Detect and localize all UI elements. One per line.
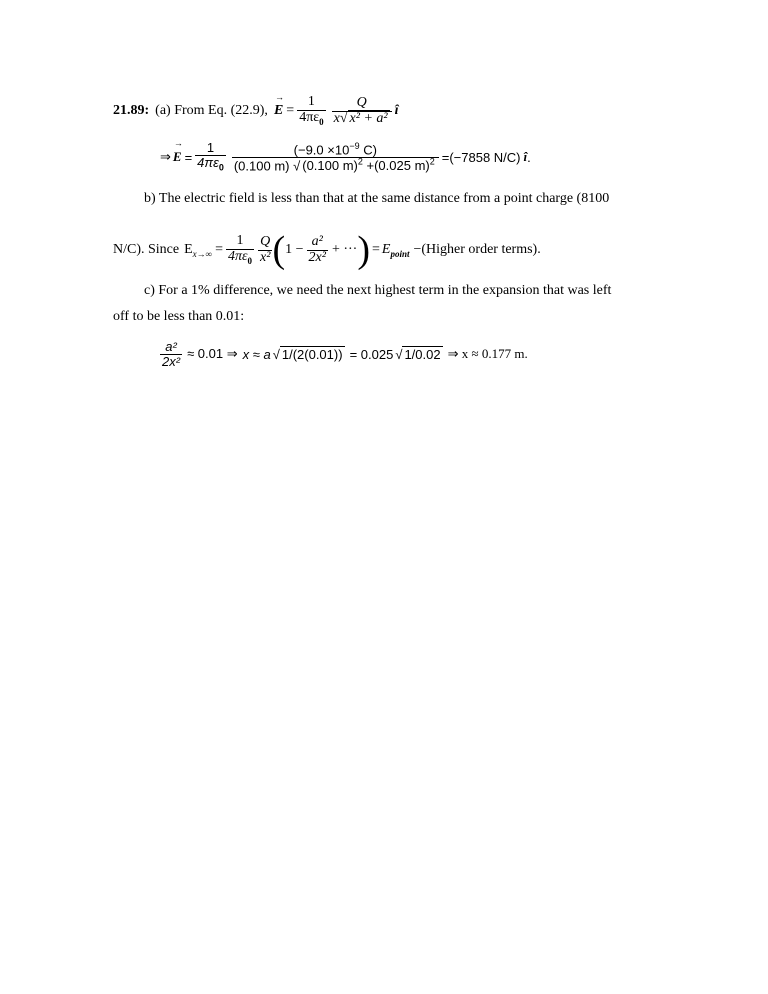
a-squared-exponent: 2: [429, 156, 435, 167]
a-squared: a²: [311, 233, 323, 249]
x-distance: (0.100 m): [233, 157, 290, 173]
coulomb-constant-fraction: [195, 141, 226, 173]
epsilon-subscript: 0: [247, 255, 253, 266]
four-pi-epsilon: 4πε: [299, 109, 320, 125]
part-c-equation: $\frac{\text{a²}}{\text{2x²}}$ ≈ 0.01 ⇒ x ≈ a √ 1/(2(0.01)) = 0.025 √ 1/0.02 ⇒ x ≈ 0.177 m.: [162, 338, 528, 369]
part-b-line-2: [113, 230, 541, 270]
fraction-numerator: 1: [307, 94, 315, 110]
fraction-denominator: [226, 249, 254, 266]
implies-arrow: ⇒: [160, 149, 171, 164]
coulomb-constant-fraction: [226, 234, 254, 266]
point-subscript: point: [390, 248, 410, 259]
step-two-line: [160, 140, 531, 174]
charge-value: [292, 142, 379, 157]
charge-fraction: [332, 96, 392, 126]
period: .: [527, 149, 531, 165]
a2-over-2x2-fraction: [307, 235, 328, 265]
a-squared: a²: [165, 338, 177, 354]
distance-denominator: x√ x² + a²: [332, 111, 392, 127]
field-result: =(−7858 N/C): [441, 149, 521, 165]
equals-sign: =: [286, 103, 295, 118]
charge-symbol: Q: [356, 94, 367, 110]
x-squared-exponent: 2: [357, 156, 363, 167]
x-squared-term: (0.100 m): [302, 157, 358, 173]
x-symbol: x: [333, 110, 340, 126]
equals-sign: =: [184, 149, 193, 165]
right-paren: ): [357, 229, 370, 271]
charge-unit: C): [359, 141, 377, 157]
e-symbol: E: [184, 241, 193, 257]
approx-value: ≈ 0.01 ⇒: [187, 346, 238, 361]
distance-value: (0.100 m) √ (0.100 m)$^2$ +(0.025 m)$^2$: [232, 157, 439, 173]
field-vector-e: → E: [274, 103, 283, 119]
limit-subscript: x→∞: [192, 248, 213, 259]
four-pi-epsilon: 4πε: [228, 248, 248, 264]
unit-vector-i: î: [394, 103, 399, 118]
one-minus: 1 −: [285, 242, 304, 257]
sqrt-expression-2: 1/0.02: [404, 347, 441, 362]
part-b-line-1: b) The electric field is less than that at the same distance from a point charge (8100: [144, 191, 610, 206]
equals-0025: = 0.025: [349, 346, 394, 362]
part-a-prefix: (a) From Eq. (22.9),: [155, 103, 268, 118]
sqrt-term: x² + a²: [349, 110, 388, 126]
two-x-squared: 2x²: [162, 353, 181, 369]
epsilon-subscript: 0: [319, 116, 324, 127]
left-paren: (: [272, 229, 286, 271]
charge-mantissa: (−9.0 ×10: [293, 141, 350, 157]
charge-symbol: Q: [260, 233, 271, 249]
x-squared: x²: [260, 249, 271, 265]
sqrt-expression-1: 1/(2(0.01)): [281, 347, 343, 362]
equals-sign: =: [371, 242, 380, 257]
numeric-fraction: [232, 142, 439, 173]
charge-exponent: −9: [349, 140, 360, 151]
e-point: [382, 242, 410, 259]
part-c-line-2: off to be less than 0.01:: [113, 309, 245, 324]
fraction-numerator: 1: [206, 140, 215, 156]
fraction-denominator: [195, 155, 226, 173]
two-x-squared: 2x²: [308, 249, 326, 265]
a2-over-2x2-fraction: [160, 340, 182, 368]
final-result: ⇒ x ≈ 0.177 m.: [447, 346, 528, 361]
higher-order-terms: −(Higher order terms).: [413, 242, 541, 257]
four-pi-epsilon: 4πε: [197, 154, 219, 170]
q-over-x2-fraction: [258, 235, 272, 265]
a-squared-term: +(0.025 m): [362, 157, 430, 173]
e-symbol: E: [381, 241, 391, 257]
unit-vector-i: î: [523, 149, 528, 164]
x-approx-a: x ≈ a: [242, 346, 271, 362]
e-limit: [184, 242, 212, 259]
fraction-numerator: 1: [236, 233, 244, 249]
fraction-denominator: [297, 110, 325, 127]
since-text: N/C). Since: [113, 242, 180, 257]
part-c-line-1: c) For a 1% difference, we need the next highest term in the expansion that was left: [144, 283, 612, 298]
plus-dots: + ···: [331, 242, 358, 257]
problem-number: 21.89:: [113, 103, 150, 118]
coulomb-constant-fraction: [297, 95, 325, 127]
part-a-line: [113, 96, 399, 126]
epsilon-subscript: 0: [218, 162, 224, 173]
field-vector-e: → E: [173, 149, 182, 165]
equals-sign: =: [215, 242, 223, 257]
